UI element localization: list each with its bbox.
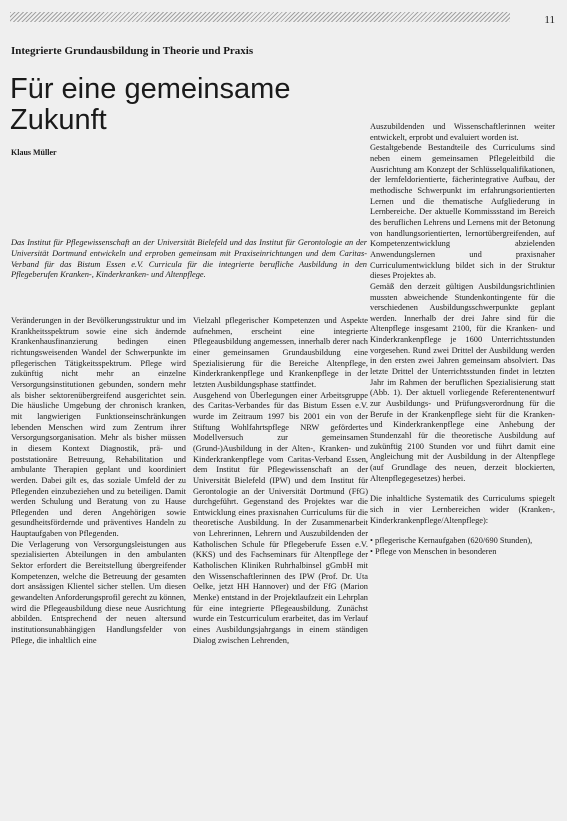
paragraph: Vielzahl pflegerischer Kompetenzen und Aspekte aufnehmen, erscheint eine integrierte Pflegeausbildung angemessen, innerhalb derer nach einer gemeinsamen Grundausbildung eine Spezialisierung für die Bereiche Altenpflege, Kinderkrankenpflege und Krankenpflege in der letzten Ausbildungsphase stattfindet.	[193, 316, 368, 389]
paragraph: Die Verlagerung von Versorgungsleistungen aus spezialisierten Abteilungen in den ambulanten Sektor erfordert die Bereitstellung übergreifender Kompetenzen, welche die Betreuung der gesamten dort ansässigen Klientel sicher stellen. Um diesen gewandelten Anforderungsprofil gerecht zu können, wird die Pflegeausbildung diese neue Ausrichtung abbilden. Entsprechend der neuen altersund institutionsunabhängigen Handlungsfelder von Pflege, die inhaltlich eine	[11, 539, 186, 645]
paragraph-gap	[370, 526, 555, 536]
author-name: Klaus Müller	[11, 148, 57, 157]
paragraph: Veränderungen in der Bevölkerungsstruktur und im Krankheitsspektrum sowie eine sich ändernde Krankenhausfinanzierung bedingen einen richtungsweisenden Wandel der Schwerpunkte im pflegerischen Tätigkeitsspektrum. Pflege wird zukünftig nicht mehr an einzelne Versorgungsinstitutionen gebunden, sondern mehr als bisher sektorenübergreifend ausgerichtet sein. Die häusliche Umgebung der chronisch kranken, mit langwierigen Funktionseinschränkungen lebenden Menschen wird zum Zentrum ihrer Versorgungsorganisation. Mehr als bisher müssen in diesem Kontext Diagnostik, prä- und poststationäre Betreuung, Rehabilitation und ambulante Therapien geplant und koordiniert werden. Dabei gilt es, das soziale Umfeld der zu Pflegenden einzubeziehen und zu beteiligen. Damit werden Schulung und Beratung von zu Hause Pflegenden und deren Angehörigen sowie gesundheitsfördernde und präventives Handeln zu Hauptaufgaben von Pflegenden.	[11, 316, 186, 539]
paragraph-gap	[370, 484, 555, 494]
column-1	[11, 316, 186, 801]
bullet-item: • Pflege von Menschen in besonderen	[370, 547, 555, 558]
paragraph: Gestaltgebende Bestandteile des Curriculums sind neben einem gemeinsamen Pflegeleitbild die Ausrichtung am Konzept der Schlüsselqualifikationen, der lernfeldorientierte, fächerintegrative Aufbau, der methodische Schwerpunkt im erfahrungsorientierten Lernen und die thematische Aufgliederung in Lernbereiche. Der aktuelle Kommissstand im Bereich des beruflichen Lehrens und Lernens mit der Betonung von handlungsorientierten, lernortübergreifenden, auf Kompetenzentwicklung abzielenden Anwendungslernen und praxisnaher Curriculumentwicklung bildet sich in der Struktur dieses Projektes ab.	[370, 143, 555, 281]
paragraph: Ausgehend von Überlegungen einer Arbeitsgruppe des Caritas-Verbandes für das Bistum Essen e.V. wurde im Zeitraum 1997 bis 2001 ein von der Stiftung Wohlfahrtspflege NRW gefördertes Modellversuch zur gemeinsamen (Grund-)Ausbildung in der Alten-, Kranken- und Kinderkrankenpflege vom Caritas-Verband Essen, dem Institut für Pflegewissenschaft an der Universität Bielefeld (IPW) und dem Institut für Gerontologie an der Universität Dortmund (FfG) durchgeführt. Gegenstand des Projektes war die Entwicklung eines praxisnahen Curriculums für die theoretische Ausbildung. In der Zusammenarbeit von Lehrerinnen, Lehrern und Auszubildenden der Katholischen Schule für Pflegeberufe Essen e.V. (KKS) und des Fachseminars für Altenpflege der Katholischen Kliniken Ruhrhalbinsel gGmbH mit den Wissenschaftlerinnen des IPW (Prof. Dr. Uta Oelke, jetzt HH Hannover) und der FfG (Marion Menke) entstand in der Projektlaufzeit ein Lehrplan für eine integrierte Pflegeausbildung. Zunächst wurde ein Testcurriculum erarbeitet, das im Verlauf eines Ausbildungsjahrgangs in einem ständigen Dialog zwischen Lehrenden,	[193, 390, 368, 645]
column-2	[193, 316, 368, 801]
article-abstract: Das Institut für Pflegewissenschaft an der Universität Bielefeld und das Institut für Gerontologie an der Universität Dortmund entwickeln und erproben gemeinsam mit Praxiseinrichtungen und dem Caritas-Verband für das Bistum Essen e.V. Curricula für die integrierte berufliche Ausbildung in den Pflegeberufen Kranken-, Kinderkranken- und Altenpflege.	[11, 238, 367, 280]
section-heading: Integrierte Grundausbildung in Theorie und Praxis	[11, 45, 254, 57]
paragraph: Auszubildenden und Wissenschaftlerinnen weiter entwickelt, erprobt und evaluiert worden ist.	[370, 122, 555, 142]
paragraph: Die inhaltliche Systematik des Curriculums spiegelt sich in vier Lernbereichen wider (Kranken-, Kinderkrankenpflege/Altenpflege):	[370, 494, 555, 525]
column-3	[370, 122, 555, 812]
bullet-item: • pflegerische Kernaufgaben (620/690 Stunden),	[370, 536, 555, 547]
paragraph: Gemäß den derzeit gültigen Ausbildungsrichtlinien mussten abweichende Stundenkontingente für die verschiedenen Ausbildungsschwerpunkte geplant werden. Innerhalb der drei Jahre sind für die Altenpflege insgesamt 2100, für die Kranken- und Kinderkrankenpflege je 1600 Unterrichtsstunden vorgesehen. Rund zwei Drittel der Ausbildung werden in den ersten zwei Jahren gemeinsam absolviert. Das letzte Drittel der Unterrichtsstunden findet in letzten Jahr im Rahmen der beruflichen Spezialisierung statt (Abb. 1). Der aktuell vorliegende Referentenentwurf zur Ausbildungs- und Prüfungsverordnung für die Berufe in der Krankenpflege sieht für die Kranken- und Kinderkrankenpflege eine Anhebung der Stundenzahl für die theoretische Ausbildung auf zukünftig 2100 Stunden vor und führt damit eine Angleichung mit der Ausbildung in der Altenpflege (auf Grundlage des neuen, derzeit blockierten, Altenpflegegesetzes) herbei.	[370, 281, 555, 483]
page-number: 11	[544, 14, 555, 26]
header-rule	[10, 12, 510, 22]
article-title: Für eine gemeinsame Zukunft	[10, 73, 291, 136]
